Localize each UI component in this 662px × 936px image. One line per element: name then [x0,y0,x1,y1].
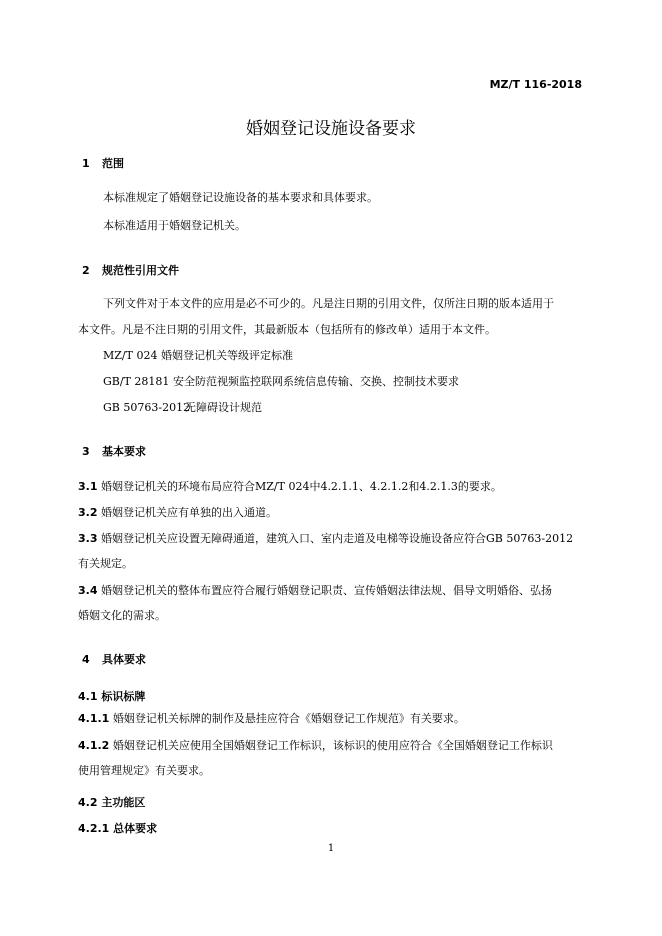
paragraph: 本标准适用于婚姻登记机关。 [103,219,246,232]
clause-number: 3.4 [78,584,98,597]
section-title: 基本要求 [102,445,146,458]
subsection-heading [78,794,145,810]
subsection-heading [78,820,157,836]
section-number: 4 [82,653,90,666]
section-number: 1 [82,157,90,170]
clause [78,501,586,525]
clause-continuation: 有关规定。 [78,557,133,570]
clause [78,707,586,731]
clause [78,734,586,758]
reference-item [103,396,583,420]
reference-code: MZ/T 024 [103,349,158,362]
reference-title: 安全防范视频监控联网系统信息传输、交换、控制技术要求 [173,375,459,388]
clause-number: 3.1 [78,480,98,493]
section-3-heading [82,443,146,459]
paragraph: 本标准规定了婚姻登记设施设备的基本要求和具体要求。 [103,191,378,204]
reference-item [103,344,583,368]
section-title: 具体要求 [102,653,146,666]
section-number: 2 [82,264,90,277]
clause-text: 婚姻登记机关的环境布局应符合MZ/T 024中4.2.1.1、4.2.1.2和4.2.1.3的要求。 [101,480,502,493]
clause-continuation: 使用管理规定》有关要求。 [78,764,210,777]
section-title: 规范性引用文件 [102,264,179,277]
clause [78,579,586,603]
section-1-heading [82,155,124,171]
clause [78,527,586,551]
reference-code: GB 50763-2012 [103,401,191,414]
clause [78,475,586,499]
subsection-title: 总体要求 [113,822,158,835]
subsection-number: 4.2.1 [78,822,110,835]
section-2-heading [82,262,179,278]
section-number: 3 [82,445,90,458]
page-number: 1 [327,843,335,854]
subsection-title: 标识标牌 [101,690,146,703]
clause-text: 婚姻登记机关应设置无障碍通道，建筑入口、室内走道及电梯等设施设备应符合GB 50763-2012 [101,532,574,545]
reference-item [103,370,583,394]
clause-text: 婚姻登记机关应使用全国婚姻登记工作标识，该标识的使用应符合《全国婚姻登记工作标识 [112,739,553,752]
clause-text: 婚姻登记机关应有单独的出入通道。 [101,506,277,519]
clause-number: 4.1.1 [78,712,110,725]
section-4-heading [82,651,146,667]
standard-code: MZ/T 116-2018 [489,78,582,91]
clause-text: 婚姻登记机关标牌的制作及悬挂应符合《婚姻登记工作规范》有关要求。 [112,712,465,725]
page-title: 婚姻登记设施设备要求 [246,119,416,139]
clause-continuation: 婚姻文化的需求。 [78,609,166,622]
subsection-number: 4.1 [78,690,98,703]
reference-code: GB/T 28181 [103,375,170,388]
paragraph: 本文件。凡是不注日期的引用文件，其最新版本（包括所有的修改单）适用于本文件。 [78,323,496,336]
clause-text: 婚姻登记机关的整体布置应符合履行婚姻登记职责、宣传婚姻法律法规、倡导文明婚俗、弘扬 [101,584,552,597]
clause-number: 4.1.2 [78,739,110,752]
reference-title: 无障碍设计规范 [185,401,262,414]
clause-number: 3.2 [78,506,98,519]
subsection-heading [78,688,145,704]
subsection-title: 主功能区 [101,796,146,809]
paragraph: 下列文件对于本文件的应用是必不可少的。凡是注日期的引用文件，仅所注日期的版本适用于 [103,297,554,310]
section-title: 范围 [102,157,124,170]
subsection-number: 4.2 [78,796,98,809]
reference-title: 婚姻登记机关等级评定标准 [161,349,293,362]
clause-number: 3.3 [78,532,98,545]
